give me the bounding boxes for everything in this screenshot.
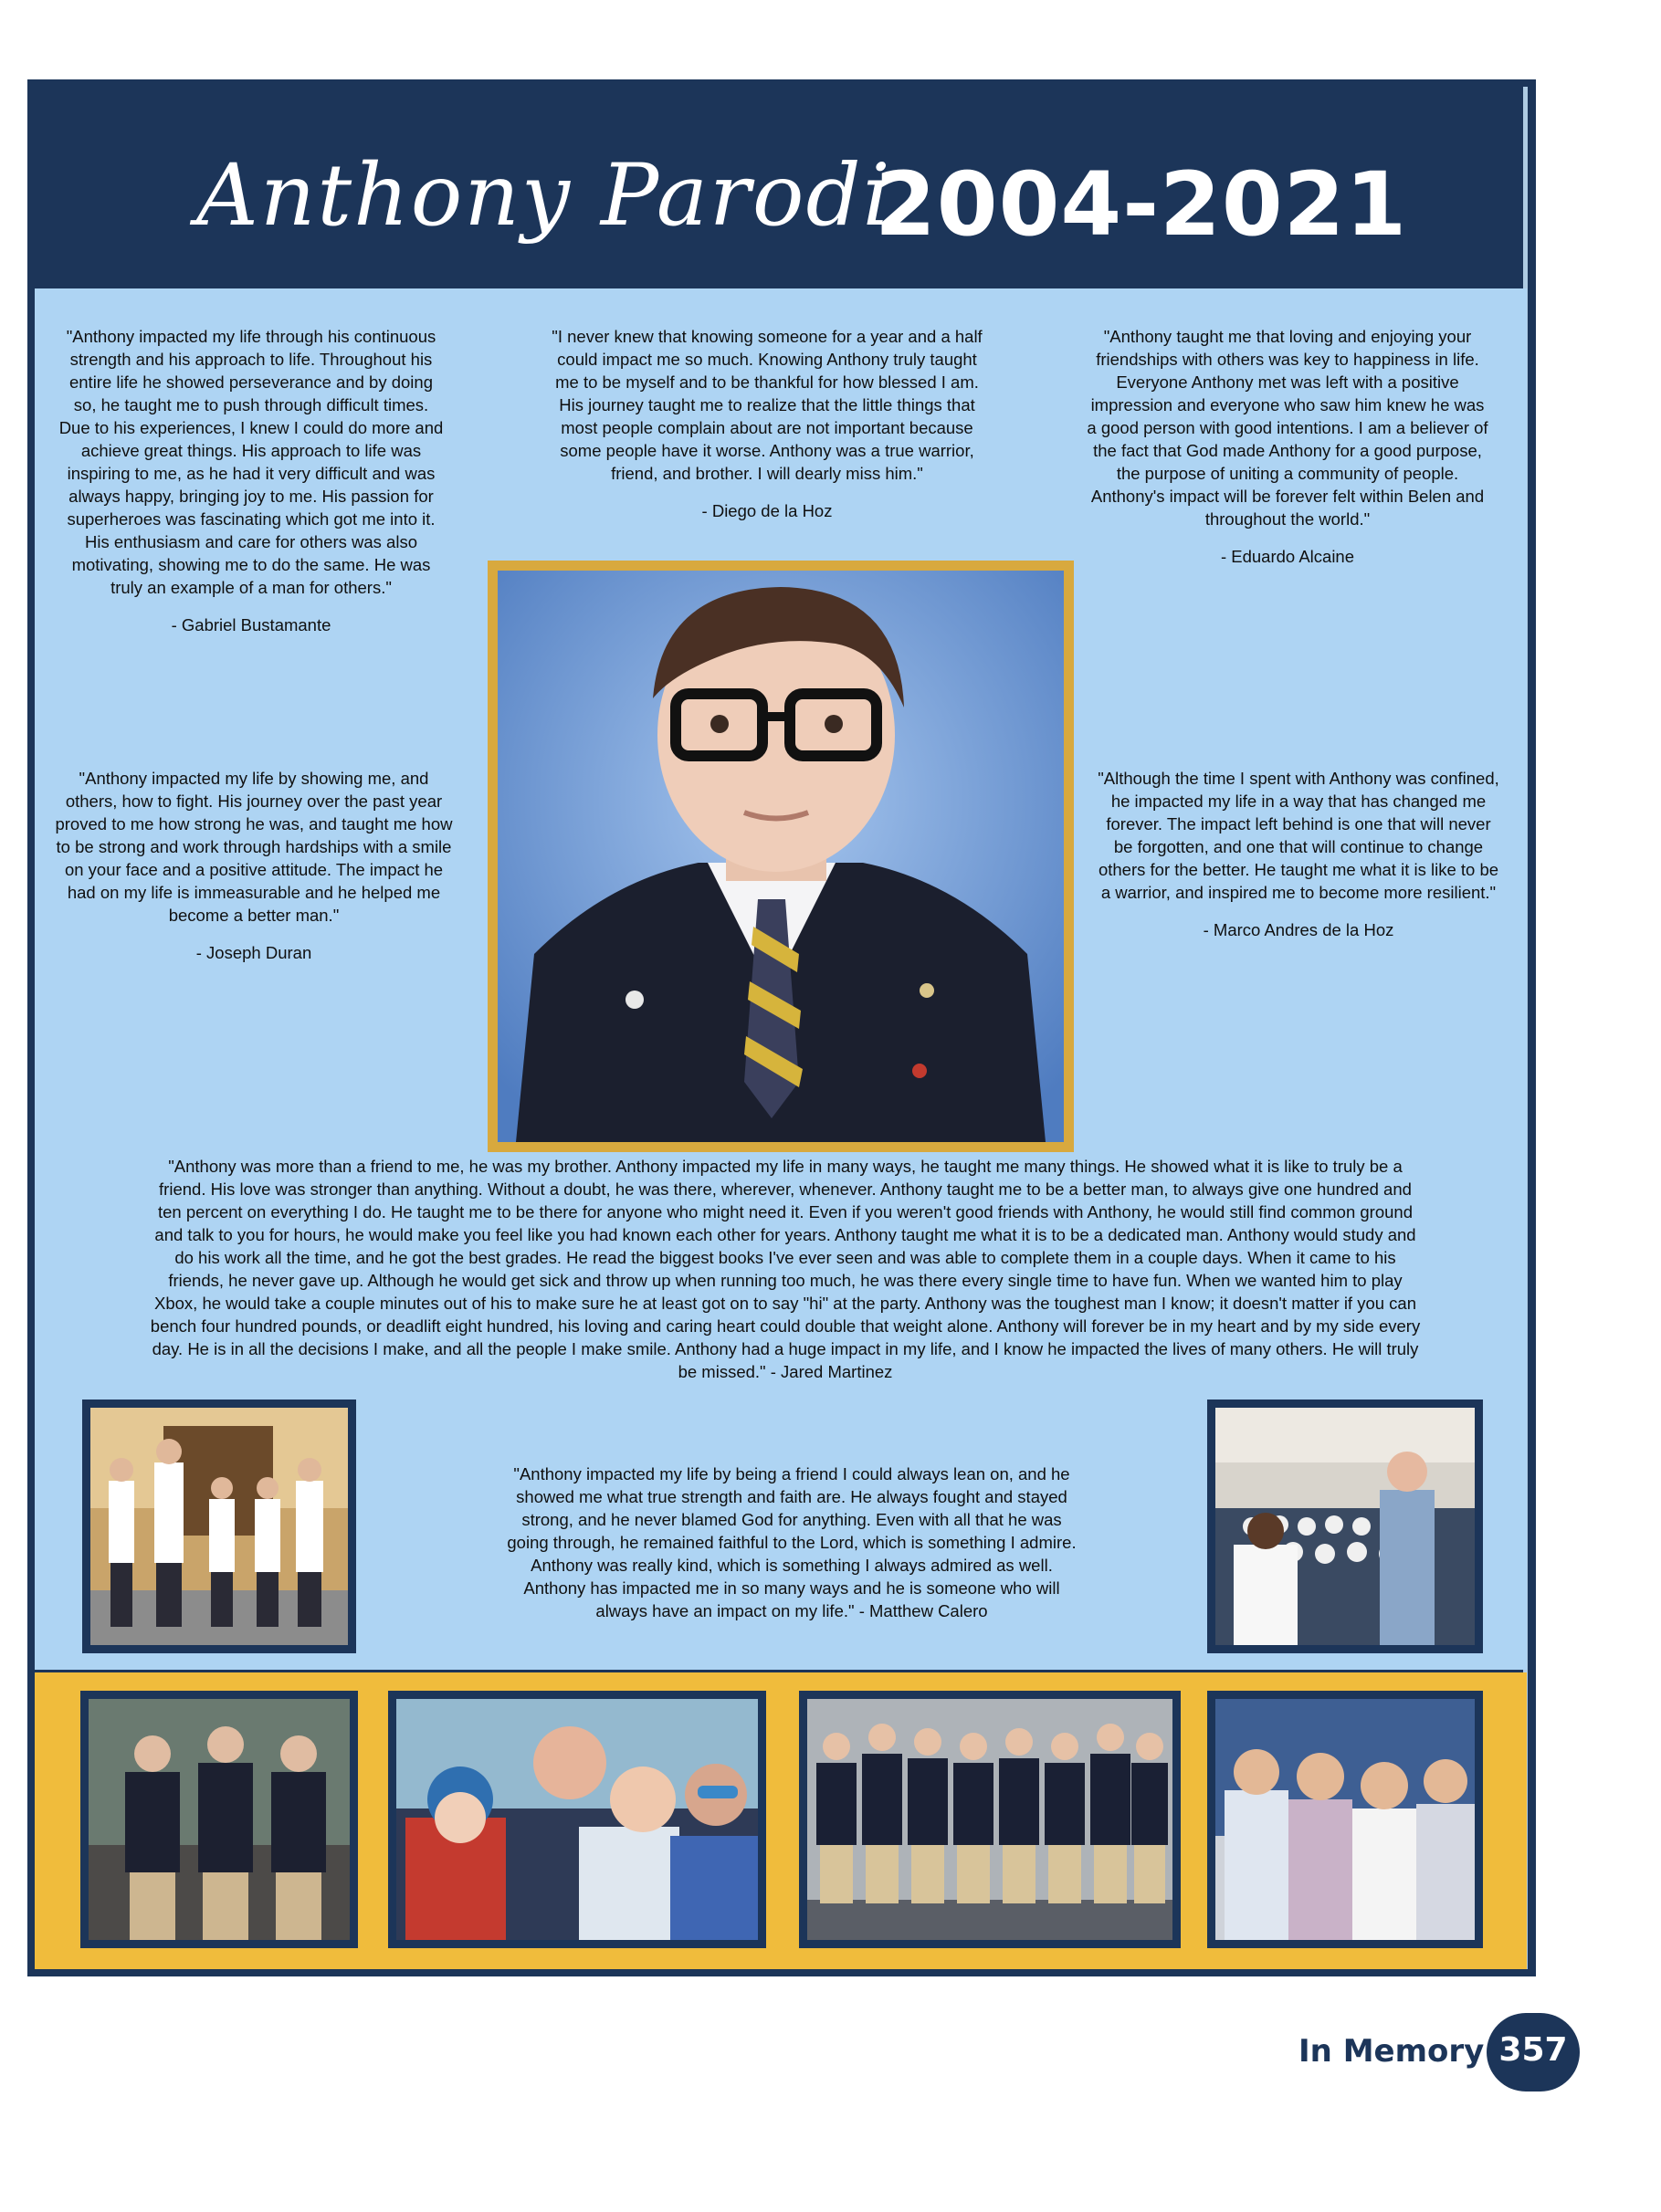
page-number-badge (1487, 2013, 1580, 2091)
quote-author: - Eduardo Alcaine (1220, 547, 1355, 566)
quote-author: - Marco Andres de la Hoz (1203, 920, 1394, 939)
page-number: 357 (1498, 2031, 1568, 2069)
photo-strip-3 (799, 1691, 1181, 1948)
photo-strip-2 (388, 1691, 766, 1948)
photo-strip-2-image (396, 1699, 758, 1940)
quote-text: "Anthony impacted my life by being a friend I could always lean on, and he showed me what true strength and faith are. He always fought and stayed strong, and he never blamed God for anything. Even with all that he was going through, he remained faithful to the Lord, which is something I admire. Anthony was really kind, which is something I always admired as well. Anthony has impacted me in so many ways and he is someone who will always have an impact on my life." - Matthew Calero (507, 1464, 1077, 1620)
photo-strip-3-image (807, 1699, 1172, 1940)
portrait-illustration (498, 571, 1064, 1142)
photo-strip-1-image (89, 1699, 350, 1940)
quote-text: "Anthony was more than a friend to me, he was my brother. Anthony impacted my life in many ways, he taught me many things. He showed what it is like to truly be a friend. His love was stronger than anything. Without a doubt, he was there, wherever, whenever. Anthony taught me to be a better man, to always give one hundred and ten percent on everything I do. He taught me to be there for anyone who might need it. Even if you weren't good friends with Anthony, he would still find common ground and talk to you for hours, he would make you feel like you had known each other for years. Anthony taught me what it is to be a dedicated man. Anthony would study and do his work all the time, and he got the best grades. He read the biggest books I've ever seen and was able to complete them in a couple days. When it came to his friends, he never gave up. Although he would get sick and throw up when running too much, he was there every single time to have fun. When we wanted him to play Xbox, he would take a couple minutes out of his to make sure he at least got on to say "hi" at the party. Anthony was the toughest man I know; it doesn't matter if you can bench four hundred pounds, or deadlift eight hundred, his loving and caring heart could double that weight alone. Anthony will forever be in my heart and by my side every day. He is in all the decisions I make, and all the people I make smile. Anthony had a huge impact in my life, and I know he impacted the lives of many others. He will truly be missed." - Jared Martinez (150, 1157, 1421, 1381)
quote-author: - Gabriel Bustamante (171, 615, 331, 634)
photo-friends-outdoor-image (90, 1408, 348, 1645)
quote-eduardo (1087, 325, 1488, 568)
section-label: In Memory (1298, 2033, 1485, 2070)
photo-friends-outdoor (82, 1400, 356, 1653)
photo-strip-4 (1207, 1691, 1483, 1948)
quote-text: "I never knew that knowing someone for a year and a half could impact me so much. Knowing Anthony truly taught me to be myself and to be thankful for how blessed I am. His journey taught me to realize that the little things that most people complain about are not important because some people have it worse. Anthony was a true warrior, friend, and brother. I will dearly miss him." (552, 327, 983, 483)
quote-text: "Anthony impacted my life through his continuous strength and his approach to life. Throughout his entire life he showed perseverance and by doing so, he taught me to push through difficult times. Due to his experiences, I knew I could do more and achieve great things. His approach to life was inspiring to me, as he had it very difficult and was always happy, bringing joy to me. His passion for superheroes was fascinating which got me into it. His enthusiasm and care for others was also motivating, showing me to do the same. He was truly an example of a man for others." (58, 327, 444, 597)
portrait-frame (488, 561, 1074, 1152)
photo-strip-1 (80, 1691, 358, 1948)
quote-text: "Although the time I spent with Anthony was confined, he impacted my life in a way that has changed me forever. The impact left behind is one that will never be forgotten, and one that will continue to change others for the better. He taught me what it is like to be a warrior, and inspired me to become more resilient." (1098, 769, 1499, 902)
photo-auditorium (1207, 1400, 1483, 1653)
quote-gabriel (57, 325, 446, 636)
photo-strip-4-image (1215, 1699, 1475, 1940)
memorial-name: Anthony Parodi (196, 146, 892, 246)
quote-matthew (504, 1462, 1079, 1622)
photo-auditorium-image (1215, 1408, 1475, 1645)
quote-marco (1096, 767, 1501, 941)
quote-text: "Anthony impacted my life by showing me, and others, how to fight. His journey over the past year proved to me how strong he was, and taught me how to be strong and work through hardships with a smile on your face and a positive attitude. The impact he had on my life is immeasurable and he helped me become a better man." (55, 769, 453, 925)
quote-diego (548, 325, 986, 522)
portrait-photo (498, 571, 1064, 1142)
memorial-years: 2004-2021 (875, 153, 1408, 256)
quote-author: - Diego de la Hoz (701, 501, 833, 520)
quote-author: - Joseph Duran (195, 943, 312, 962)
quote-jared (146, 1155, 1424, 1383)
quote-joseph (53, 767, 455, 964)
quote-text: "Anthony taught me that loving and enjoying your friendships with others was key to happiness in life. Everyone Anthony met was left with a positive impression and everyone who saw him knew he was a good person with good intentions. I am a believer of the fact that God made Anthony for a good purpose, the purpose of uniting a community of people. Anthony's impact will be forever felt within Belen and throughout the world." (1087, 327, 1488, 529)
